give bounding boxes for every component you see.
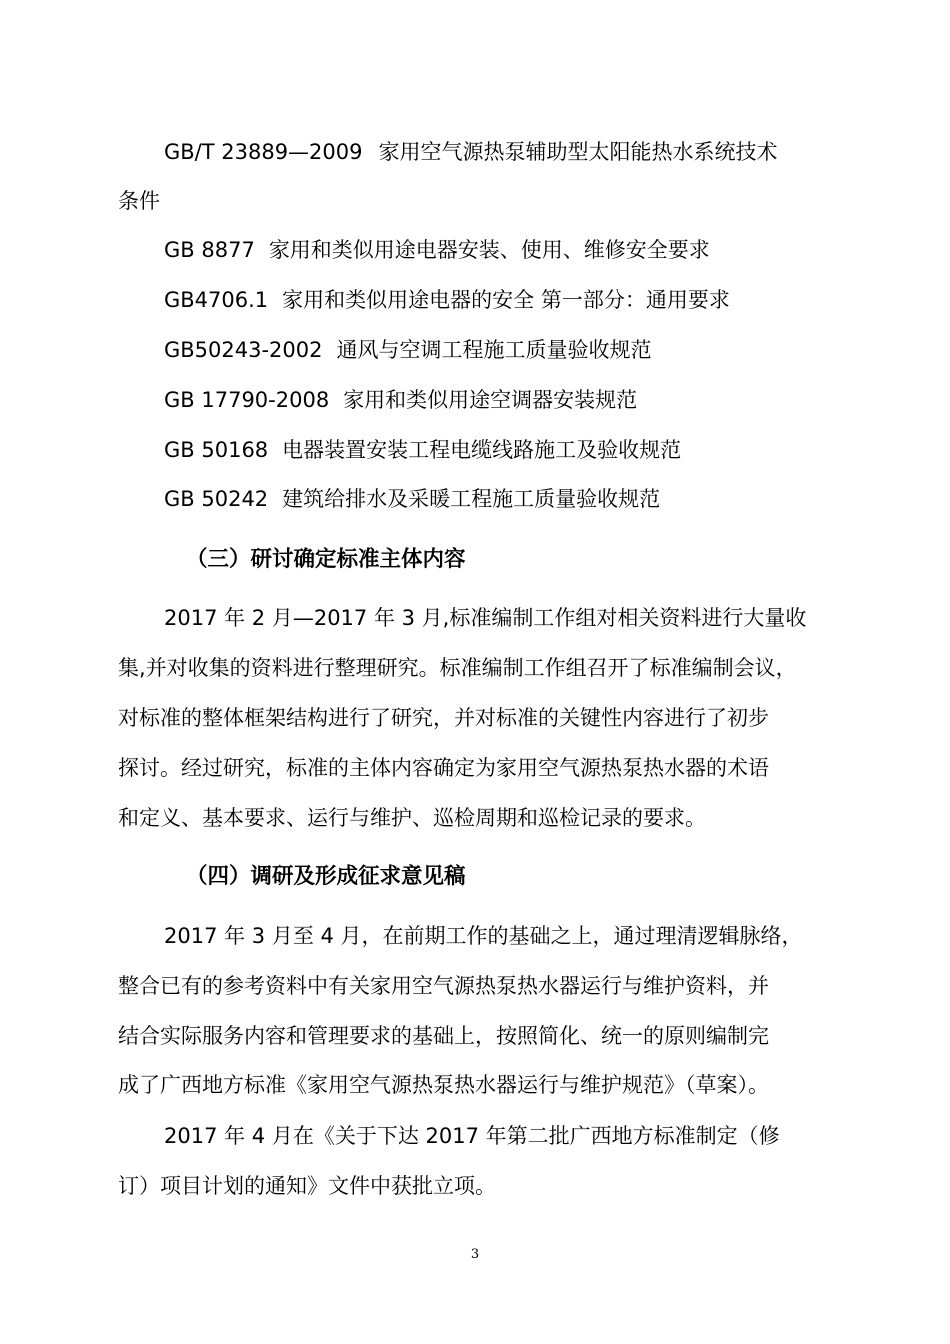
reference-line-continuation: 条件 xyxy=(118,189,160,213)
section-heading-3: （三）研讨确定标准主体内容 xyxy=(186,547,466,572)
reference-code: GB/T 23889—2009 xyxy=(164,140,363,164)
paragraph-line: 集,并对收集的资料进行整理研究。标准编制工作组召开了标准编制会议， xyxy=(118,656,797,680)
reference-title: 家用和类似用途电器的安全 第一部分：通用要求 xyxy=(282,288,730,312)
paragraph-line: 对标准的整体框架结构进行了研究，并对标准的关键性内容进行了初步 xyxy=(118,706,769,730)
reference-line xyxy=(164,137,778,167)
reference-title: 家用空气源热泵辅助型太阳能热水系统技术 xyxy=(378,140,778,164)
reference-code: GB50243-2002 xyxy=(164,338,323,362)
paragraph-line: 订）项目计划的通知》文件中获批立项。 xyxy=(118,1174,496,1198)
reference-code: GB 8877 xyxy=(164,238,255,262)
reference-title: 电器装置安装工程电缆线路施工及验收规范 xyxy=(282,438,682,462)
paragraph-line: 整合已有的参考资料中有关家用空气源热泵热水器运行与维护资料，并 xyxy=(118,974,769,998)
reference-title: 家用和类似用途空调器安装规范 xyxy=(343,388,638,412)
paragraph-line: 成了广西地方标准《家用空气源热泵热水器运行与维护规范》（草案）。 xyxy=(118,1073,769,1097)
reference-line xyxy=(164,335,652,365)
paragraph-line: 和定义、基本要求、运行与维护、巡检周期和巡检记录的要求。 xyxy=(118,806,706,830)
section-heading-4: （四）调研及形成征求意见稿 xyxy=(186,864,466,889)
reference-line xyxy=(164,385,637,415)
reference-title: 通风与空调工程施工质量验收规范 xyxy=(336,338,652,362)
reference-code: GB4706.1 xyxy=(164,288,269,312)
reference-code: GB 17790-2008 xyxy=(164,388,330,412)
paragraph-line: 结合实际服务内容和管理要求的基础上，按照简化、统一的原则编制完 xyxy=(118,1024,769,1048)
reference-title: 家用和类似用途电器安装、使用、维修安全要求 xyxy=(268,238,710,262)
paragraph-line: 2017 年 2 月—2017 年 3 月,标准编制工作组对相关资料进行大量收 xyxy=(164,606,807,630)
page-number: 3 xyxy=(470,1247,480,1262)
reference-line xyxy=(164,484,660,514)
paragraph-line: 2017 年 3 月至 4 月，在前期工作的基础之上，通过理清逻辑脉络， xyxy=(164,924,803,948)
reference-line xyxy=(164,235,710,265)
reference-line xyxy=(164,435,681,465)
reference-code: GB 50242 xyxy=(164,487,269,511)
paragraph-line: 2017 年 4 月在《关于下达 2017 年第二批广西地方标准制定（修 xyxy=(164,1124,780,1148)
reference-line xyxy=(164,285,730,315)
paragraph-line: 探讨。经过研究，标准的主体内容确定为家用空气源热泵热水器的术语 xyxy=(118,756,769,780)
reference-code: GB 50168 xyxy=(164,438,269,462)
reference-title: 建筑给排水及采暖工程施工质量验收规范 xyxy=(282,487,661,511)
